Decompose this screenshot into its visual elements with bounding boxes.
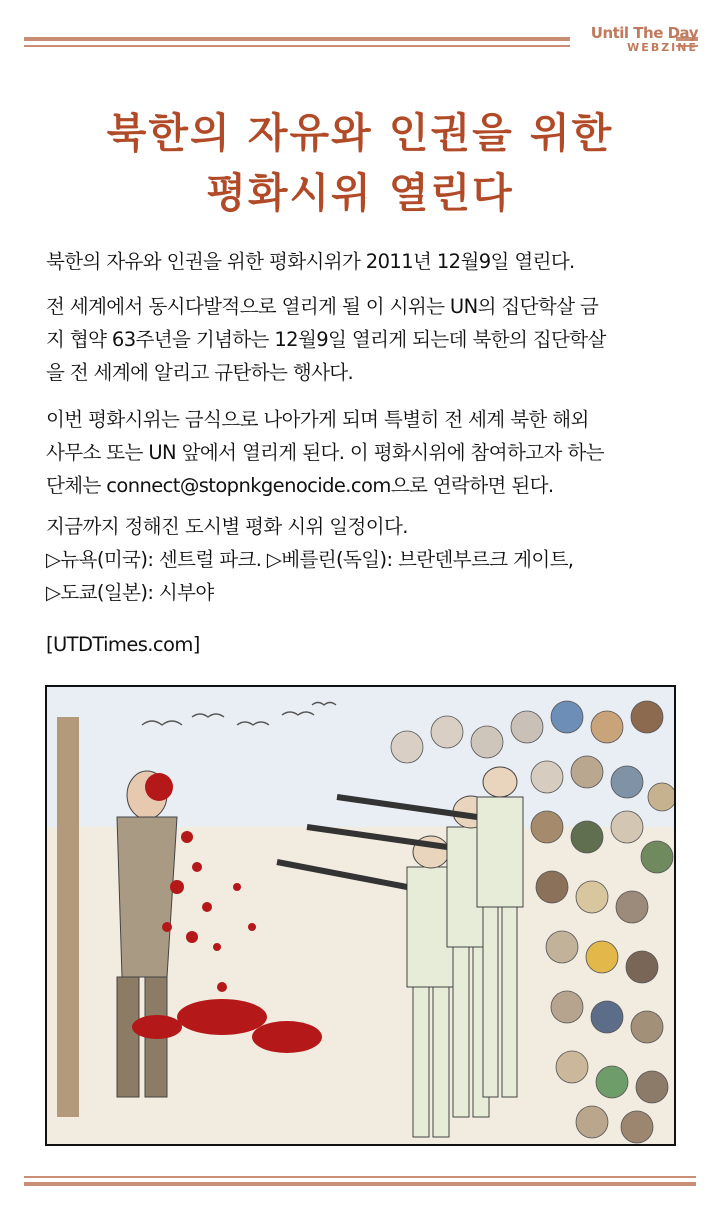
paragraph-2 <box>46 290 676 389</box>
schedule-line-1: ▷뉴욕(미국): 센트럴 파크. ▷베를린(독일): 브란덴부르크 게이트, <box>46 548 574 571</box>
post-sketch <box>57 717 79 1117</box>
logo-subtitle: WEBZINE <box>627 41 698 54</box>
source-credit <box>46 628 676 661</box>
source-credit-text: [UTDTimes.com] <box>46 633 200 656</box>
paragraph-1 <box>46 245 676 278</box>
illustration-execution-drawing <box>45 685 676 1146</box>
paragraph-3-line-2: 사무소 또는 UN 앞에서 열리게 된다. 이 평화시위에 참여하고자 하는 <box>46 441 604 464</box>
logo-title: Until The Day <box>590 24 698 42</box>
header-rule-thick <box>24 37 570 41</box>
paragraph-3-line-3: 단체는 connect@stopnkgenocide.com으로 연락하면 된다. <box>46 474 554 497</box>
header-rule-thin <box>24 45 570 47</box>
headline-line-1: 북한의 자유와 인권을 위한 <box>106 109 614 157</box>
headline-line-2: 평화시위 열린다 <box>206 169 514 217</box>
drawing-svg <box>47 687 674 1144</box>
footer-rule-thin <box>24 1176 696 1178</box>
paragraph-3-line-1: 이번 평화시위는 금식으로 나아가게 되며 특별히 전 세계 북한 해외 <box>46 408 589 431</box>
paragraph-1-line: 북한의 자유와 인권을 위한 평화시위가 2011년 12월9일 열린다. <box>46 250 575 273</box>
paragraph-2-line-3: 을 전 세계에 알리고 규탄하는 행사다. <box>46 361 354 384</box>
schedule-heading: 지금까지 정해진 도시별 평화 시위 일정이다. <box>46 515 408 538</box>
schedule-line-2: ▷도쿄(일본): 시부야 <box>46 581 214 604</box>
paragraph-4 <box>46 510 676 609</box>
footer-rule-thick <box>24 1182 696 1186</box>
webzine-logo <box>591 26 698 53</box>
paragraph-3 <box>46 403 676 502</box>
paragraph-2-line-2: 지 협약 63주년을 기념하는 12월9일 열리게 되는데 북한의 집단학살 <box>46 328 606 351</box>
paragraph-2-line-1: 전 세계에서 동시다발적으로 열리게 될 이 시위는 UN의 집단학살 금 <box>46 295 599 318</box>
